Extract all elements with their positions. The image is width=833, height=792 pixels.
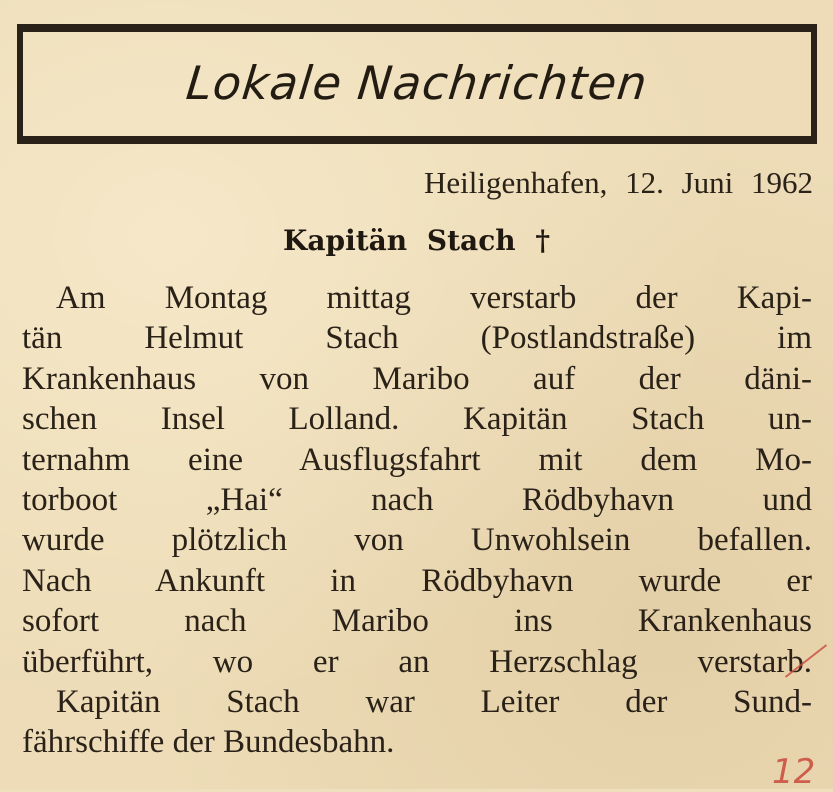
article-line: wurde plötzlich von Unwohlsein befallen. xyxy=(22,522,812,559)
article-line: Krankenhaus von Maribo auf der däni- xyxy=(22,360,812,397)
article-line: Kapitän Stach war Leiter der Sund- xyxy=(56,683,812,720)
article-line: überführt, wo er an Herzschlag verstarb. xyxy=(22,643,812,680)
article-dateline: Heiligenhafen, 12. Juni 1962 xyxy=(423,165,813,200)
article-line: Am Montag mittag verstarb der Kapi- xyxy=(56,280,812,316)
article-line: torboot „Hai“ nach Rödbyhavn und xyxy=(22,481,812,518)
section-header-box xyxy=(17,20,817,144)
article-line: fährschiffe der Bundesbahn. xyxy=(22,724,395,761)
section-title: Lokale Nachrichten xyxy=(183,56,651,110)
article-headline: Kapitän Stach † xyxy=(283,224,550,257)
header-bottom-rule xyxy=(17,136,817,144)
handwritten-page-number: 12 xyxy=(772,752,816,792)
article-line: tän Helmut Stach (Postlandstraße) im xyxy=(22,320,812,357)
article-body xyxy=(22,278,812,763)
article-line: sofort nach Maribo ins Krankenhaus xyxy=(22,603,812,640)
article-line: Nach Ankunft in Rödbyhavn wurde er xyxy=(22,562,812,599)
article-line: schen Insel Lolland. Kapitän Stach un- xyxy=(22,401,812,438)
article-line: ternahm eine Ausflugsfahrt mit dem Mo- xyxy=(22,441,812,478)
header-top-rule xyxy=(17,24,817,32)
